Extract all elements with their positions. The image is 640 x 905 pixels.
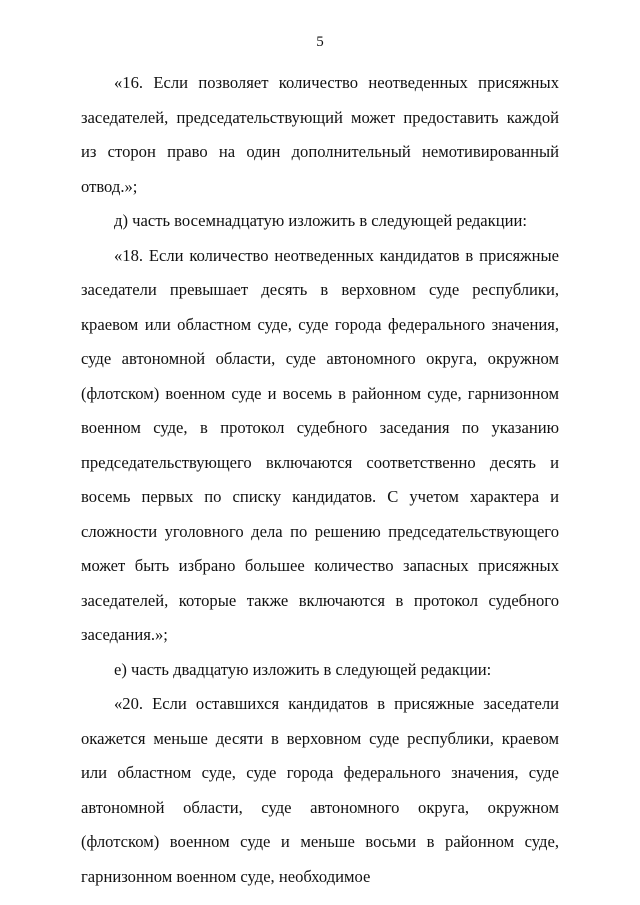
paragraph-part-16: «16. Если позволяет количество неотведенных присяжных заседателей, председательствующий может предоставить каждой из сторон право на один дополнительный немотивированный отвод.»; <box>81 73 559 196</box>
paragraph-part-18: «18. Если количество неотведенных кандидатов в присяжные заседатели превышает десять в верховном суде республики, краевом или областном суде, суде города федерального значения, суде автономной области, суде автономного округа, окружном (флотском) военном суде и восемь в районном суде, гарнизонном военном суде, в протокол судебного заседания по указанию председательствующего включаются соответственно десять и восемь первых по списку кандидатов. С учетом характера и сложности уголовного дела по решению председательствующего может быть избрано большее количество запасных присяжных заседателей, которые также включаются в протокол судебного заседания.»; <box>81 245 559 644</box>
paragraph-part-20: «20. Если оставшихся кандидатов в присяжные заседатели окажется меньше десяти в верховном суде республики, краевом или областном суде, суде города федерального значения, суде автономной области, суде автономного округа, окружном (флотском) военном суде и меньше восьми в районном суде, гарнизонном военном суде, необходимое <box>81 694 559 886</box>
paragraph-amendment-e: е) часть двадцатую изложить в следующей редакции: <box>114 659 492 679</box>
document-body <box>81 66 559 894</box>
page-number: 5 <box>316 34 324 50</box>
paragraph-amendment-d: д) часть восемнадцатую изложить в следующей редакции: <box>114 211 527 230</box>
